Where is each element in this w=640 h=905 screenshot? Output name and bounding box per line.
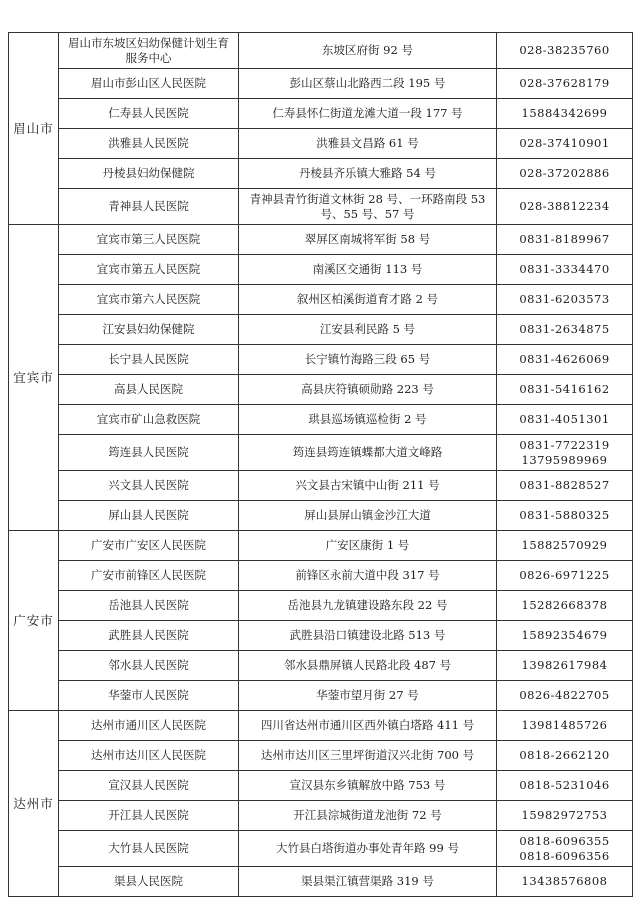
address-cell: 叙州区柏溪街道育才路 2 号 bbox=[239, 285, 497, 315]
address-cell: 宣汉县东乡镇解放中路 753 号 bbox=[239, 771, 497, 801]
hospital-name-cell: 青神县人民医院 bbox=[59, 189, 239, 225]
phone-cell bbox=[497, 471, 633, 501]
hospital-name-cell: 广安市前锋区人民医院 bbox=[59, 561, 239, 591]
table-row bbox=[9, 867, 633, 897]
hospital-name-cell: 岳池县人民医院 bbox=[59, 591, 239, 621]
phone-cell bbox=[497, 285, 633, 315]
city-cell: 达州市 bbox=[9, 711, 59, 897]
hospital-name-cell: 筠连县人民医院 bbox=[59, 435, 239, 471]
address-cell: 达州市达川区三里坪街道汉兴北街 700 号 bbox=[239, 741, 497, 771]
phone-number: 13981485726 bbox=[521, 718, 608, 732]
table-row bbox=[9, 189, 633, 225]
hospital-name-cell: 宜宾市第五人民医院 bbox=[59, 255, 239, 285]
phone-cell bbox=[497, 501, 633, 531]
phone-cell bbox=[497, 405, 633, 435]
table-row bbox=[9, 561, 633, 591]
phone-cell bbox=[497, 591, 633, 621]
phone-number: 0818-6096356 bbox=[519, 848, 610, 863]
phone-number: 15892354679 bbox=[521, 628, 608, 642]
hospital-name-cell: 宜宾市矿山急救医院 bbox=[59, 405, 239, 435]
phone-cell bbox=[497, 711, 633, 741]
phone-number: 15882570929 bbox=[521, 538, 608, 552]
hospital-name-cell: 江安县妇幼保健院 bbox=[59, 315, 239, 345]
phone-number: 0826-6971225 bbox=[519, 568, 610, 582]
address-cell: 珙县巡场镇巡检街 2 号 bbox=[239, 405, 497, 435]
phone-number: 13438576808 bbox=[521, 874, 608, 888]
address-cell: 渠县渠江镇营渠路 319 号 bbox=[239, 867, 497, 897]
address-cell: 兴文县古宋镇中山街 211 号 bbox=[239, 471, 497, 501]
phone-cell bbox=[497, 531, 633, 561]
hospital-name-cell: 武胜县人民医院 bbox=[59, 621, 239, 651]
table-row bbox=[9, 471, 633, 501]
phone-number: 15282668378 bbox=[521, 598, 608, 612]
phone-cell bbox=[497, 867, 633, 897]
phone-number: 0818-5231046 bbox=[519, 778, 610, 792]
phone-number: 028-38812234 bbox=[519, 199, 610, 213]
phone-cell bbox=[497, 159, 633, 189]
table-row bbox=[9, 801, 633, 831]
phone-number: 028-38235760 bbox=[519, 43, 610, 57]
hospital-name-cell: 眉山市东坡区妇幼保健计划生育服务中心 bbox=[59, 33, 239, 69]
address-cell: 大竹县白塔街道办事处青年路 99 号 bbox=[239, 831, 497, 867]
table-row bbox=[9, 435, 633, 471]
phone-number: 0831-2634875 bbox=[519, 322, 610, 336]
phone-cell bbox=[497, 33, 633, 69]
hospital-name-cell: 开江县人民医院 bbox=[59, 801, 239, 831]
table-row bbox=[9, 741, 633, 771]
address-cell: 长宁镇竹海路三段 65 号 bbox=[239, 345, 497, 375]
hospital-name-cell: 眉山市彭山区人民医院 bbox=[59, 69, 239, 99]
phone-cell bbox=[497, 681, 633, 711]
table-row bbox=[9, 711, 633, 741]
phone-number: 15884342699 bbox=[521, 106, 608, 120]
phone-number: 0831-5880325 bbox=[519, 508, 610, 522]
table-row bbox=[9, 69, 633, 99]
address-cell: 邻水县鼎屏镇人民路北段 487 号 bbox=[239, 651, 497, 681]
hospital-name-cell: 华蓥市人民医院 bbox=[59, 681, 239, 711]
phone-number: 0818-2662120 bbox=[519, 748, 610, 762]
hospital-name-cell: 达州市达川区人民医院 bbox=[59, 741, 239, 771]
phone-cell bbox=[497, 345, 633, 375]
table-row bbox=[9, 255, 633, 285]
phone-cell bbox=[497, 435, 633, 471]
table-row bbox=[9, 345, 633, 375]
hospital-name-cell: 仁寿县人民医院 bbox=[59, 99, 239, 129]
phone-number: 0831-4626069 bbox=[519, 352, 610, 366]
table-row bbox=[9, 33, 633, 69]
phone-number: 0831-7722319 bbox=[519, 437, 610, 452]
address-cell: 高县庆符镇硕勋路 223 号 bbox=[239, 375, 497, 405]
address-cell: 青神县青竹街道文林街 28 号、一环路南段 53 号、55 号、57 号 bbox=[239, 189, 497, 225]
hospital-name-cell: 兴文县人民医院 bbox=[59, 471, 239, 501]
phone-number: 15982972753 bbox=[521, 808, 608, 822]
table-row bbox=[9, 501, 633, 531]
phone-number: 13795989969 bbox=[521, 452, 608, 467]
table-row bbox=[9, 405, 633, 435]
phone-cell bbox=[497, 621, 633, 651]
table-row bbox=[9, 681, 633, 711]
hospital-name-cell: 大竹县人民医院 bbox=[59, 831, 239, 867]
table-row bbox=[9, 591, 633, 621]
phone-number: 13982617984 bbox=[521, 658, 608, 672]
city-cell: 眉山市 bbox=[9, 33, 59, 225]
table-row bbox=[9, 375, 633, 405]
phone-number: 0818-6096355 bbox=[519, 833, 610, 848]
phone-number: 0831-8189967 bbox=[519, 232, 610, 246]
city-cell: 宜宾市 bbox=[9, 225, 59, 531]
table-row bbox=[9, 99, 633, 129]
table-row bbox=[9, 621, 633, 651]
table-row bbox=[9, 159, 633, 189]
address-cell: 江安县利民路 5 号 bbox=[239, 315, 497, 345]
phone-cell bbox=[497, 831, 633, 867]
table-row bbox=[9, 771, 633, 801]
address-cell: 彭山区蔡山北路西二段 195 号 bbox=[239, 69, 497, 99]
phone-cell bbox=[497, 69, 633, 99]
phone-number: 0831-8828527 bbox=[519, 478, 610, 492]
phone-cell bbox=[497, 375, 633, 405]
city-cell: 广安市 bbox=[9, 531, 59, 711]
table-row bbox=[9, 315, 633, 345]
phone-number: 0831-5416162 bbox=[519, 382, 610, 396]
hospital-name-cell: 宜宾市第三人民医院 bbox=[59, 225, 239, 255]
table-row bbox=[9, 129, 633, 159]
hospital-name-cell: 达州市通川区人民医院 bbox=[59, 711, 239, 741]
phone-cell bbox=[497, 561, 633, 591]
phone-cell bbox=[497, 771, 633, 801]
address-cell: 仁寿县怀仁街道龙滩大道一段 177 号 bbox=[239, 99, 497, 129]
phone-number: 0831-3334470 bbox=[519, 262, 610, 276]
phone-number: 0826-4822705 bbox=[519, 688, 610, 702]
hospital-name-cell: 宜宾市第六人民医院 bbox=[59, 285, 239, 315]
hospital-name-cell: 邻水县人民医院 bbox=[59, 651, 239, 681]
address-cell: 筠连县筠连镇蝶都大道文峰路 bbox=[239, 435, 497, 471]
phone-cell bbox=[497, 225, 633, 255]
hospital-name-cell: 宣汉县人民医院 bbox=[59, 771, 239, 801]
phone-number: 0831-4051301 bbox=[519, 412, 610, 426]
hospital-name-cell: 高县人民医院 bbox=[59, 375, 239, 405]
phone-number: 028-37202886 bbox=[519, 166, 610, 180]
phone-cell bbox=[497, 129, 633, 159]
address-cell: 四川省达州市通川区西外镇白塔路 411 号 bbox=[239, 711, 497, 741]
table-row bbox=[9, 531, 633, 561]
phone-number: 0831-6203573 bbox=[519, 292, 610, 306]
hospital-name-cell: 屏山县人民医院 bbox=[59, 501, 239, 531]
phone-number: 028-37628179 bbox=[519, 76, 610, 90]
address-cell: 前锋区永前大道中段 317 号 bbox=[239, 561, 497, 591]
table-row bbox=[9, 225, 633, 255]
address-cell: 武胜县沿口镇建设北路 513 号 bbox=[239, 621, 497, 651]
phone-cell bbox=[497, 255, 633, 285]
hospital-table bbox=[8, 32, 633, 897]
phone-cell bbox=[497, 651, 633, 681]
hospital-name-cell: 长宁县人民医院 bbox=[59, 345, 239, 375]
table-row bbox=[9, 285, 633, 315]
phone-cell bbox=[497, 189, 633, 225]
table-row bbox=[9, 651, 633, 681]
address-cell: 丹棱县齐乐镇大雅路 54 号 bbox=[239, 159, 497, 189]
address-cell: 岳池县九龙镇建设路东段 22 号 bbox=[239, 591, 497, 621]
address-cell: 南溪区交通街 113 号 bbox=[239, 255, 497, 285]
address-cell: 广安区康街 1 号 bbox=[239, 531, 497, 561]
address-cell: 开江县淙城街道龙池街 72 号 bbox=[239, 801, 497, 831]
phone-cell bbox=[497, 315, 633, 345]
hospital-name-cell: 渠县人民医院 bbox=[59, 867, 239, 897]
phone-cell bbox=[497, 801, 633, 831]
phone-number: 028-37410901 bbox=[519, 136, 610, 150]
phone-cell bbox=[497, 741, 633, 771]
address-cell: 洪雅县文昌路 61 号 bbox=[239, 129, 497, 159]
hospital-name-cell: 丹棱县妇幼保健院 bbox=[59, 159, 239, 189]
address-cell: 翠屏区南城将军街 58 号 bbox=[239, 225, 497, 255]
address-cell: 屏山县屏山镇金沙江大道 bbox=[239, 501, 497, 531]
address-cell: 华蓥市望月街 27 号 bbox=[239, 681, 497, 711]
table-row bbox=[9, 831, 633, 867]
hospital-name-cell: 广安市广安区人民医院 bbox=[59, 531, 239, 561]
hospital-name-cell: 洪雅县人民医院 bbox=[59, 129, 239, 159]
address-cell: 东坡区府街 92 号 bbox=[239, 33, 497, 69]
phone-cell bbox=[497, 99, 633, 129]
hospital-table-body bbox=[9, 33, 633, 897]
